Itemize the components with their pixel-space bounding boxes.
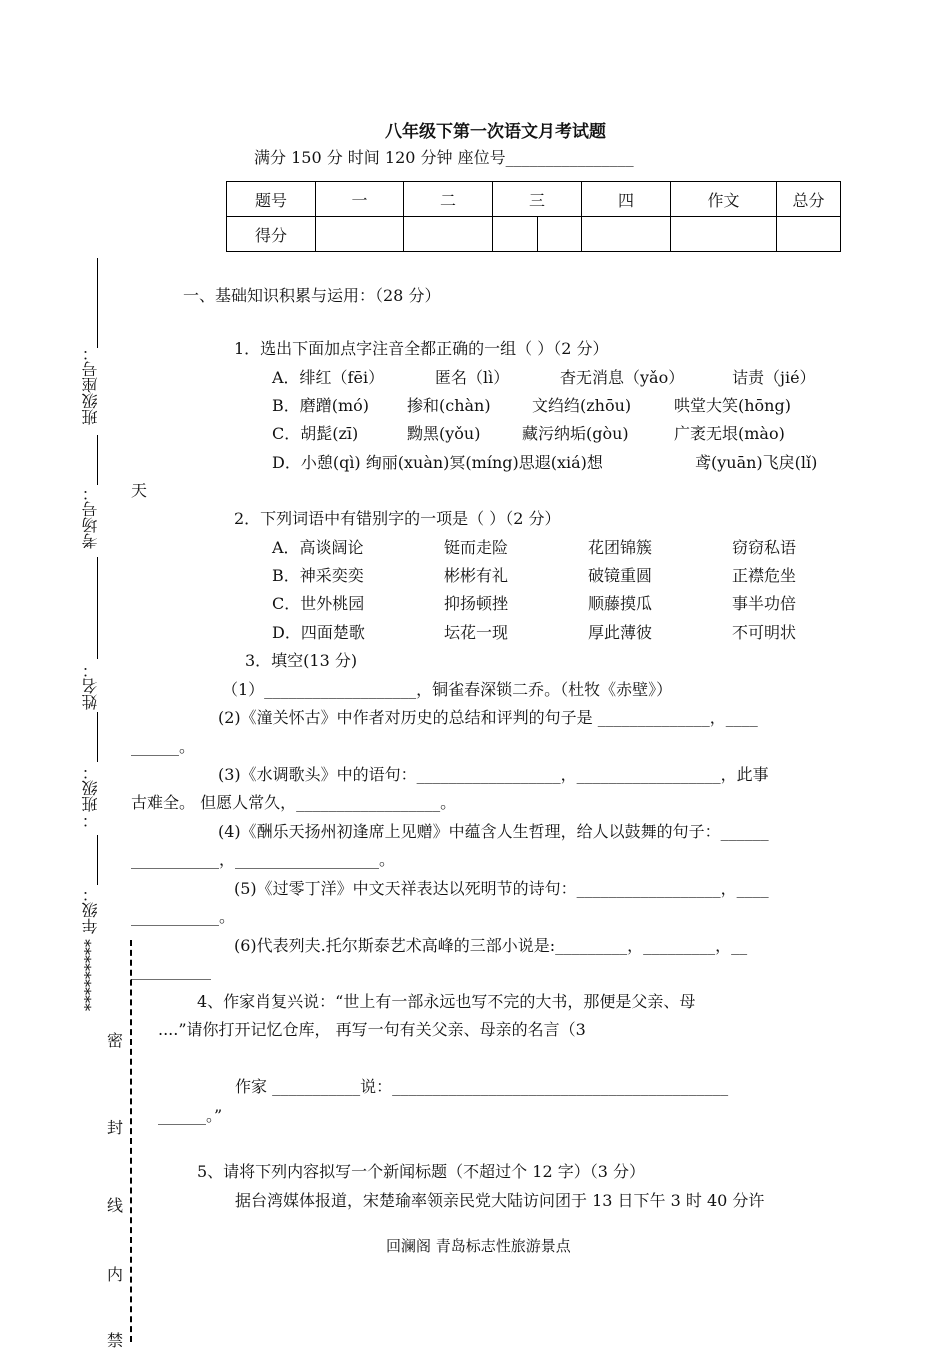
score-header-cell: 题号 <box>227 182 316 217</box>
seal-char: 禁 <box>107 1331 124 1350</box>
option-item: B．神采奕奕 <box>272 566 364 585</box>
margin-label-class: ：班级： <box>81 764 100 828</box>
wrapped-char: 天 <box>131 481 148 500</box>
option-item: 铤而走险 <box>444 538 509 557</box>
option-item: C．胡髭(zī) <box>272 424 359 443</box>
margin-label-name: 姓名： <box>81 662 100 710</box>
margin-label-grade: ********* 年级： <box>81 886 100 1012</box>
score-input-cell <box>404 217 493 252</box>
option-item: 正襟危坐 <box>732 566 797 585</box>
q3-line: (2)《潼关怀古》中作者对历史的总结和评判的句子是 ______________，____ <box>218 708 758 727</box>
score-input-cell <box>537 217 582 252</box>
q1-stem: 1．选出下面加点字注音全都正确的一组（ ）（2 分） <box>234 339 609 358</box>
score-header-cell: 四 <box>582 182 671 217</box>
option-item: 文绉绉(zhōu) <box>532 396 632 415</box>
q2-stem: 2．下列词语中有错别字的一项是（ ）（2 分） <box>234 509 561 528</box>
option-item: 黝黑(yǒu) <box>407 424 481 443</box>
q3-line: 古难全。 但愿人常久，__________________。 <box>131 793 457 812</box>
option-item: C．世外桃园 <box>272 594 365 613</box>
q3-line: （1）___________________，铜雀春深锁二乔。（杜牧《赤壁》） <box>222 680 673 699</box>
q4-line: ______。” <box>158 1106 223 1125</box>
score-input-cell <box>582 217 671 252</box>
q4-line: ....”请你打开记忆仓库， 再写一句有关父亲、母亲的名言（3 <box>158 1020 586 1039</box>
q5-line: 5、请将下列内容拟写一个新闻标题（不超过个 12 字）（3 分） <box>197 1162 645 1181</box>
q5-line: 据台湾媒体报道，宋楚瑜率领亲民党大陆访问团于 13 日下午 3 时 40 分许 <box>235 1191 765 1210</box>
option-item: 厚此薄彼 <box>588 623 653 642</box>
option-item: 掺和(chàn) <box>407 396 491 415</box>
option-item: 花团锦簇 <box>588 538 653 557</box>
score-input-cell <box>493 217 538 252</box>
option-item: 抑扬顿挫 <box>444 594 509 613</box>
margin-line <box>97 712 98 762</box>
score-input-cell <box>671 217 777 252</box>
page-title: 八年级下第一次语文月考试题 <box>385 122 606 142</box>
seal-char: 封 <box>107 1118 124 1137</box>
margin-line <box>97 835 98 885</box>
seal-dashed-line <box>130 940 132 1342</box>
score-row-label: 得分 <box>227 217 316 252</box>
option-item: 不可明状 <box>732 623 797 642</box>
margin-line <box>97 258 98 348</box>
q4-line: 4、作家肖复兴说：“世上有一部永远也写不完的大书，那便是父亲、母 <box>197 992 696 1011</box>
option-item: 鸢(yuān)飞戾(lǐ) <box>695 453 818 472</box>
q3-line: (6)代表列夫.托尔斯泰艺术高峰的三部小说是:_________，_________，__ <box>234 936 748 955</box>
footer-text: 回澜阁 青岛标志性旅游景点 <box>386 1237 571 1255</box>
option-item: 杳无消息（yǎo） <box>560 368 685 387</box>
q3-line: (3)《水调歌头》中的语句：__________________，__________________，此事 <box>218 765 769 784</box>
option-item: 坛花一现 <box>444 623 509 642</box>
score-header-cell: 总分 <box>777 182 841 217</box>
exam-info: 满分 150 分 时间 120 分钟 座位号________________ <box>254 148 634 167</box>
margin-label-room: 考场号： <box>81 485 100 549</box>
seal-char: 线 <box>107 1196 124 1215</box>
option-item: 事半功倍 <box>732 594 797 613</box>
score-header-cell: 一 <box>316 182 404 217</box>
score-header-cell: 三 <box>493 182 582 217</box>
score-header-cell: 作文 <box>671 182 777 217</box>
q3-line: ___________，__________________。 <box>131 850 396 869</box>
option-item: 窃窃私语 <box>732 538 797 557</box>
option-item: 匿名（lì） <box>435 368 510 387</box>
q4-line: 作家 ___________说：__________________________________________ <box>235 1077 729 1096</box>
margin-label-seat: 班级座号： <box>81 345 100 425</box>
option-item: D．四面楚歌 <box>272 623 365 642</box>
option-item: 藏污纳垢(gòu) <box>522 424 629 443</box>
option-item: 破镜重圆 <box>588 566 653 585</box>
option-item: 彬彬有礼 <box>444 566 509 585</box>
section-heading: 一、基础知识积累与运用：（28 分） <box>183 286 441 305</box>
seal-char: 密 <box>107 1031 124 1050</box>
q3-line: __________ <box>131 961 211 980</box>
score-input-cell <box>777 217 841 252</box>
margin-line <box>97 557 98 659</box>
option-item: 广袤无垠(mào) <box>674 424 785 443</box>
q3-line: (4)《酬乐天扬州初逢席上见赠》中蕴含人生哲理，给人以鼓舞的句子：______ <box>218 822 769 841</box>
q3-line: ___________。 <box>131 907 236 926</box>
option-item: B．磨蹭(mó) <box>272 396 370 415</box>
margin-line <box>97 435 98 485</box>
seal-char: 内 <box>107 1265 124 1284</box>
q3-line: ______。 <box>131 737 196 756</box>
q3-line: (5)《过零丁洋》中文天祥表达以死明节的诗句：__________________，____ <box>234 879 769 898</box>
option-item: A．高谈阔论 <box>272 538 364 557</box>
option-item: 哄堂大笑(hōng) <box>674 396 791 415</box>
q3-stem: 3．填空(13 分) <box>245 651 358 670</box>
option-item: 诘责（jié） <box>732 368 816 387</box>
score-input-cell <box>316 217 404 252</box>
score-table <box>226 181 841 252</box>
option-item: A．绯红（fēi） <box>272 368 385 387</box>
score-header-cell: 二 <box>404 182 493 217</box>
option-item: 顺藤摸瓜 <box>588 594 653 613</box>
option-item: D．小憩(qì) 绚丽(xuàn)冥(míng)思遐(xiá)想 <box>272 453 603 472</box>
